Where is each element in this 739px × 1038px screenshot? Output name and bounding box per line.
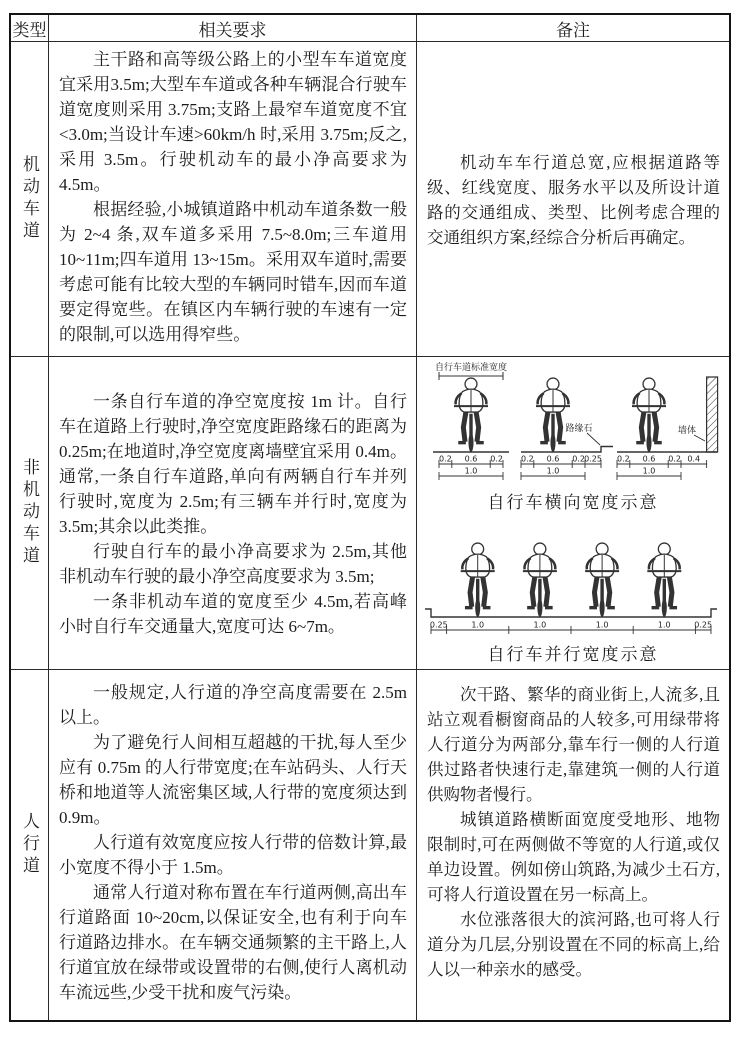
- row-label-bicycle-lane: 非机动车道: [20, 458, 39, 568]
- requirements-paragraph: 一般规定,人行道的净空高度需要在 2.5m 以上。: [59, 683, 407, 727]
- requirements-paragraph: 一条自行车道的净空宽度按 1m 计。自行车在道路上行驶时,净空宽度距路缘石的距离为 0.25m;在地道时,净空宽度离墙壁宜采用 0.4m。通常,一条自行车道路,单向有两辆自行车并列行驶时,宽度为 2.5m;有三辆车并行时,宽度为 3.5m;其余以此类推。: [59, 391, 407, 536]
- requirements-paragraph: 行驶自行车的最小净高要求为 2.5m,其他非机动车行驶的最小净空高度要求为 3.5m;: [59, 541, 407, 586]
- header-label-remarks: 备注: [556, 20, 590, 40]
- requirements-paragraph: 人行道有效宽度应按人行带的倍数计算,最小宽度不得小于 1.5m。: [59, 833, 407, 877]
- curb-label: 路缘石: [565, 423, 593, 433]
- requirements-paragraph: 主干路和高等级公路上的小型车车道宽度宜采用3.5m;大型车车道或各种车辆混合行驶车道宽度则采用 3.75m;支路上最窄车道宽度不宜<3.0m;当设计车速>60km/h 时,采用 3.75m;反之,采用 3.5m。行驶机动车的最小净高要求为 4.5m。: [59, 50, 407, 194]
- figure-caption: 自行车横向宽度示意: [487, 493, 659, 512]
- dimension-label: 0.6: [642, 454, 656, 464]
- remarks-paragraph: 次干路、繁华的商业街上,人流多,且站立观看橱窗商品的人较多,可用绿带将人行道分为两部分,靠车行一侧的人行道供过路者快速行走,靠建筑一侧的人行道供购物者慢行。: [427, 685, 720, 804]
- header-label-requirements: 相关要求: [198, 20, 267, 40]
- bicycle-lateral-width-diagram: [421, 361, 725, 487]
- row-label-motor-lane: 机动车道: [20, 155, 39, 243]
- remarks-cell-sidewalk: [417, 670, 729, 1020]
- cyclist-icon: [585, 543, 619, 617]
- dimension-label: 0.6: [546, 454, 560, 464]
- cyclist-icon: [647, 543, 681, 617]
- remarks-cell-motor-lane: [417, 42, 729, 357]
- dimension-total-label: 1.0: [546, 466, 560, 476]
- requirements-paragraph: 为了避免行人间相互超越的干扰,每人至少应有 0.75m 的人行带宽度;在车站码头、人行天桥和地道等人流密集区域,人行带的宽度须达到 0.9m。: [59, 733, 407, 827]
- wall-leader-line: [694, 435, 705, 441]
- remarks-paragraph: 水位涨落很大的滨河路,也可将人行道分为几层,分别设置在不同的标高上,给人以一种亲水的感受。: [427, 910, 720, 979]
- requirements-paragraph: 通常人行道对称布置在车行道两侧,高出车行道路面 10~20cm,以保证安全,也有利于向车行道路边排水。在车辆交通频繁的主干路上,人行道宜放在绿带或设置带的右侧,使行人离机动车流远些,少受干扰和废气污染。: [59, 883, 407, 1002]
- wall-label: 墙体: [677, 425, 697, 435]
- dimension-total-label: 1.0: [464, 466, 478, 476]
- dimension-label: 0.25: [694, 620, 713, 630]
- dimension-total-label: 1.0: [642, 466, 656, 476]
- remarks-paragraph: 机动车车行道总宽,应根据道路等级、红线宽度、服务水平以及所设计道路的交通组成、类型、比例考虑合理的交通组织方案,经综合分析后再确定。: [427, 152, 720, 247]
- cyclist-icon: [454, 378, 488, 452]
- requirements-paragraph: 根据经验,小城镇道路中机动车道条数一般为 2~4 条,双车道多采用 7.5~8.0m;三车道用 10~11m;四车道用 13~15m。采用双车道时,需要考虑可能有比较大型的车辆同时错车,因而车道要定得宽些。在镇区内车辆行驶的车速有一定的限制,可以选用得窄些。: [59, 200, 407, 344]
- dimension-label: 0.25: [429, 620, 448, 630]
- dimension-label: 1.0: [595, 620, 609, 630]
- cyclist-icon: [523, 543, 557, 617]
- lane-standard-width-label: 自行车道标准宽度: [434, 362, 508, 372]
- requirements-paragraph: 一条非机动车道的宽度至少 4.5m,若高峰小时自行车交通量大,宽度可达 6~7m。: [59, 591, 407, 636]
- dimension-label: 0.2: [572, 454, 585, 464]
- bicycle-parallel-width-figure: [421, 517, 725, 665]
- header-label-type: 类型: [12, 20, 47, 40]
- roadway-section-line: [425, 609, 717, 617]
- header-cell-remarks: [417, 15, 729, 42]
- wall-hatch: [707, 377, 718, 452]
- header-cell-type: [11, 15, 49, 42]
- dimension-label: 0.2: [490, 454, 503, 464]
- ground-with-curb: [521, 447, 613, 453]
- bicycle-lateral-width-figure: [421, 361, 725, 513]
- requirements-cell-bicycle-lane: [49, 357, 417, 670]
- dimension-label: 0.2: [668, 454, 681, 464]
- dimension-label: 1.0: [533, 620, 547, 630]
- dimension-label: 0.4: [687, 454, 701, 464]
- road-standards-table: [9, 13, 731, 1022]
- dimension-label: 1.0: [471, 620, 485, 630]
- remarks-cell-bicycle-figures: [417, 357, 729, 670]
- dimension-label: 0.25: [584, 454, 602, 464]
- dimension-label: 0.2: [439, 454, 452, 464]
- requirements-cell-sidewalk: [49, 670, 417, 1020]
- dimension-label: 1.0: [657, 620, 671, 630]
- bicycle-parallel-width-diagram: [421, 517, 725, 639]
- dimension-label: 0.2: [521, 454, 534, 464]
- cyclist-icon: [632, 378, 666, 452]
- row-label-cell-sidewalk: [11, 670, 49, 1020]
- requirements-cell-motor-lane: [49, 42, 417, 357]
- dimension-label: 0.6: [464, 454, 478, 464]
- cyclist-icon: [461, 543, 495, 617]
- remarks-paragraph: 城镇道路横断面宽度受地形、地物限制时,可在两侧做不等宽的人行道,或仅单边设置。例如傍山筑路,为减少土石方,可将人行道设置在另一标高上。: [427, 810, 720, 904]
- row-label-sidewalk: 人行道: [20, 812, 39, 878]
- header-cell-requirements: [49, 15, 417, 42]
- curb-leader-line: [587, 433, 600, 445]
- cyclist-icon: [536, 378, 570, 452]
- row-label-cell-bicycle-lane: [11, 357, 49, 670]
- dimension-label: 0.2: [617, 454, 630, 464]
- row-label-cell-motor-lane: [11, 42, 49, 357]
- figure-caption: 自行车并行宽度示意: [487, 645, 659, 664]
